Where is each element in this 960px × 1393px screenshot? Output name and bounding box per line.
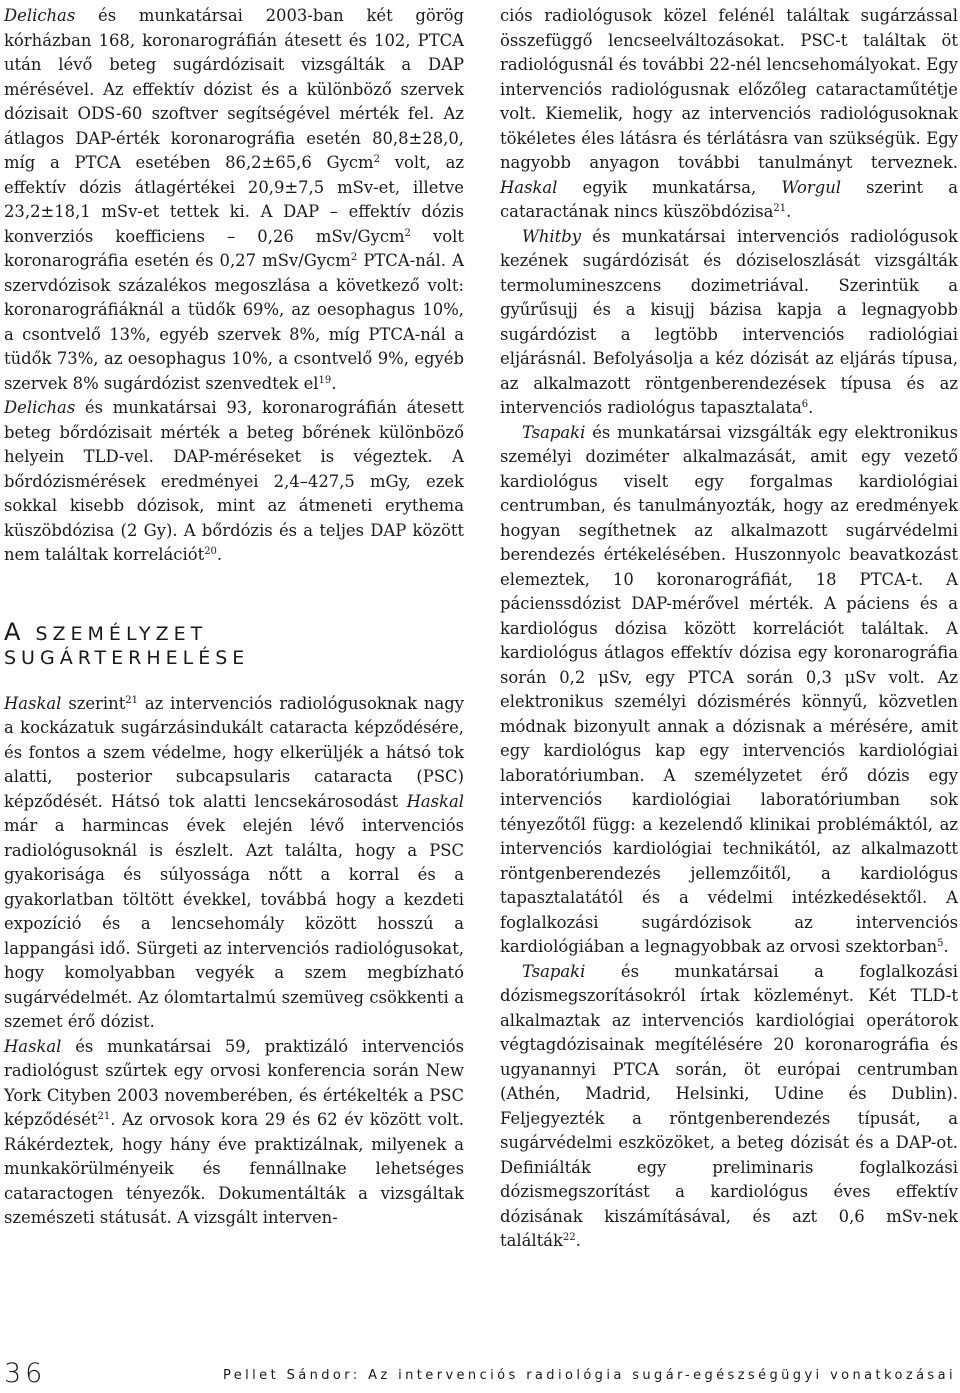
paragraph-text: és munkatársai intervenciós radiológusok kezének sugárdózisát és dóziseloszlását vizsgálták termolumineszcens dozimetriával. Szerintük a gyűrűsujj és a kisujj bázisa kapja a legnagyobb sugárdózist a legtöbb intervenciós radiológiai eljárásnál. Befolyásolja a kéz dózisát az eljárás típusa, az alkalmazott röntgenberendezések típusa és az intervenciós radiológus tapasztalata — [500, 226, 958, 417]
paragraph-text: és munkatársai 93, koronarográfián átesett beteg bőrdózisait mérték a beteg bőrének különböző helyein TLD-vel. DAP-méréseket is végeztek. A bőrdózismérések eredményei 2,4–427,5 mGy, ezek sokkal kisebb dózisok, mint az átmeneti erythema küszöbdózisa (2 Gy). A bőrdózis és a teljes DAP között nem találtak korrelációt — [4, 398, 464, 564]
paragraph-text: az intervenciós radiológusoknak nagy a kockázatuk sugárzásindukált cataracta képződésére, és fontos a szem védelme, hogy elkerüljék a hátsó tok alatti, posterior subcapsularis cataracta (PSC) képződését. Hátsó tok alatti lencsekárosodást — [4, 693, 464, 811]
heading-line-1: SZEMÉLYZET — [24, 622, 208, 645]
reference-marker: 21 — [97, 1111, 111, 1122]
reference-marker: 19 — [318, 374, 332, 386]
paragraph-haskal-cataract — [4, 692, 464, 1035]
section-heading — [4, 617, 464, 670]
reference-marker: 20 — [204, 546, 217, 557]
author-name: Tsapaki — [522, 961, 586, 981]
superscript: 2 — [404, 227, 411, 239]
paragraph-text: . — [331, 373, 337, 393]
author-name: Tsapaki — [522, 422, 586, 442]
page-footer — [0, 1358, 960, 1389]
running-head: Pellet Sándor: Az intervenciós radiológia sugár-egészségügyi vonatkozásai — [222, 1368, 956, 1383]
left-column — [4, 4, 464, 1231]
paragraph-tsapaki-dosimeter — [500, 421, 958, 960]
paragraph-whitby — [500, 225, 958, 421]
paragraph-text: . — [943, 937, 949, 956]
paragraph-text: . — [575, 1231, 581, 1250]
author-name: Delichas — [4, 6, 76, 25]
paragraph-text: és munkatársai vizsgálták egy elektronikus személyi doziméter alkalmazását, amit egy vezető kardiológus viselt egy forgalmas kardiológiai centrumban, és tanulmányozták, hogy az eredmények hogyan segíthetnek az alkalmazott sugárvédelmi berendezés értékelésében. Huszonnyolc beavatkozást elemeztek, 10 koronarográfiát, 18 PTCA-t. A pácienssdózist DAP-mérővel mérték. A páciens és a kardiológus dózisa között korrelációt találtak. A kardiológus átlagos effektív dózisa egy koronarográfia során 0,2 μSv, egy PTCA során 0,3 μSv volt. Az elektronikus személyi dózismérés könnyű, közvetlen módnak bizonyult annak a dózisnak a mérésére, amit egy kardiológus kap egy intervenciós kardiológiai laboratóriumban. A személyzetet érő dózis egy intervenciós kardiológiai laboratóriumban sok tényezőtől függ: a kezelendő klinikai problémáktól, az intervenciós kardiológiai technikától, az alkalmazott röntgenberendezés jellemzőitől, a kardiológus tapasztalatától és a védelmi intézkedésektől. A foglalkozási sugárdózisok az intervenciós kardiológiában a legnagyobbak az orvosi szektorban — [500, 422, 958, 956]
paragraph-text: szerint a cataractának nincs küszöbdózisa — [500, 177, 958, 221]
heading-line-2: SUGÁRTERHELÉSE — [4, 646, 250, 669]
paragraph-text: . Az orvosok kora 29 és 62 év között volt. Rákérdeztek, hogy hány éve praktizálnak, milyenek a munkakörülményeik és fennállnake lehetséges cataractogen tényezők. Dokumentálták a vizsgáltak szemészeti státusát. A vizsgált interven- — [4, 1110, 464, 1227]
reference-marker: 21 — [125, 694, 139, 706]
paragraph-text: szerint — [61, 693, 126, 713]
paragraph-text: volt koronarográfia esetén és 0,27 mSv/Gycm — [4, 226, 464, 270]
superscript: 2 — [373, 154, 380, 165]
paragraph-tsapaki-constraints — [500, 960, 958, 1254]
heading-initial: A — [4, 617, 25, 646]
author-name: Haskal — [406, 791, 464, 811]
paragraph-text: már a harmincas évek elején lévő intervenciós radiológusoknál is észlelt. Azt találta, hogy a PSC gyakorisága és súlyossága nőtt a korral és a gyakorlatban töltött évekkel, továbbá hogy a kezdeti expozíció és a lencsehomály között hosszú a lappangási idő. Sürgeti az intervenciós radiológusokat, hogy komolyabban vegyék a szem megbízható sugárvédelmét. Az ólomtartalmú szemüveg csökkenti a szemet érő dózist. — [4, 816, 464, 1031]
paragraph-text: ciós radiológusok közel felénél találtak sugárzással összefüggő lencseelváltozásokat. PSC-t találtak öt radiológusnál és további 22-nél lencsehomályokat. Egy intervenciós radiológusnak előzőleg cataractaműtétje volt. Kiemelik, hogy az intervenciós radiológusoknak tökéletes éles látásra és térlátásra van szükségük. Egy nagyobb anyagon további tanulmányt terveznek. — [500, 6, 958, 172]
paragraph-text: . — [808, 398, 814, 417]
paragraph-text: és munkatársai 2003-ban két görög kórházban 168, koronarográfián átesett és 102, PTCA után lévő beteg sugárdózisait vizsgálták a DAP mérésével. Az effektív dózist és a különböző szervek dózisait ODS-60 szoftver segítségével mérték fel. Az átlagos DAP-érték koronarográfia esetén 80,8±28,0, míg a PTCA esetében 86,2±65,6 Gycm — [4, 6, 464, 172]
author-name: Haskal — [4, 1036, 62, 1056]
author-name: Worgul — [781, 177, 842, 197]
author-name: Whitby — [522, 226, 581, 246]
paragraph-haskal-screening — [4, 1035, 464, 1231]
paragraph-text: . — [216, 545, 223, 564]
reference-marker: 6 — [801, 399, 809, 410]
paragraph-text: volt, az effektív dózis átlagértékei 20,9±7,5 mSv-et, illetve 23,2±18,1 mSv-et tettek ki. A DAP – effektív dózis konverziós koefficiens – 0,26 mSv/Gycm — [4, 153, 464, 246]
reference-marker: 22 — [562, 1232, 576, 1243]
reference-marker: 5 — [937, 938, 944, 949]
page-number: 36 — [4, 1358, 47, 1389]
superscript: 2 — [350, 252, 358, 263]
paragraph-text: egyik munkatársa, — [557, 177, 782, 197]
right-column — [500, 4, 958, 1254]
paragraph-text: . — [786, 202, 792, 221]
paragraph-text: és munkatársai 59, praktizáló intervenciós radiológust szűrtek egy orvosi konferencia során New York Cityben 2003 novemberében, és értékelték a PSC képződését — [4, 1036, 464, 1129]
paragraph-text: és munkatársai a foglalkozási dózismegszorításokról írtak közleményt. Két TLD-t alkalmaztak az intervenciós kardiológiai operátorok végtagdózisainak megítélésére 20 koronarográfia és ugyanannyi PTCA során, öt európai centrumban (Athén, Madrid, Helsinki, Udine és Dublin). Feljegyezték a röntgenberendezés típusát, a sugárvédelmi eszközöket, a beteg dózisát és a DAP-ot. Definiálták egy preliminaris foglalkozási dózismegszorítást a kardiológus éves effektív dózisának kiszámításával, és azt 0,6 mSv-nek találták — [500, 961, 958, 1250]
author-name: Haskal — [4, 693, 62, 713]
reference-marker: 21 — [773, 203, 787, 214]
paragraph-delichas-dap — [4, 4, 464, 396]
paragraph-continuation — [500, 4, 958, 225]
paragraph-text: PTCA-nál. A szervdózisok százalékos megoszlása a következő volt: koronarográfiáknál a tüdők 69%, az oesophagus 10%, a csontvelő 13%, egyéb szervek 8%, míg PTCA-nál a tüdők 73%, az oesophagus 10%, a csontvelő 9%, egyéb szervek 8% sugárdózist szenvedtek el — [4, 251, 464, 393]
paragraph-delichas-skin-dose — [4, 396, 464, 568]
author-name: Delichas — [4, 398, 76, 417]
author-name: Haskal — [500, 177, 558, 197]
